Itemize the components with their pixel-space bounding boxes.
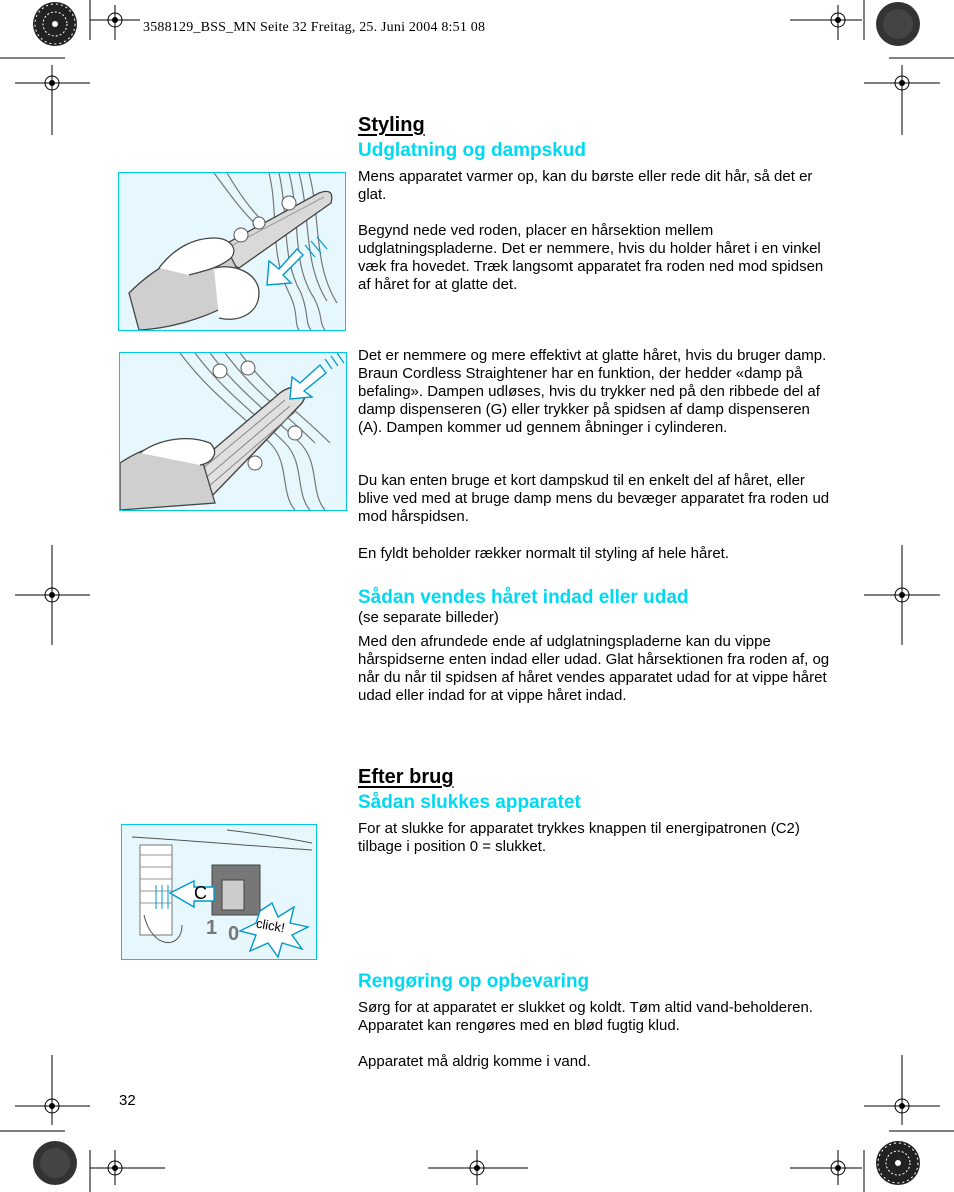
subheading-slukkes: Sådan slukkes apparatet [358,792,581,813]
paragraph: Mens apparatet varmer op, kan du børste eller rede dit hår, så det er glat. [358,168,813,203]
figure-switch [121,824,317,960]
figure-straightening [118,172,346,331]
paragraph: Apparatet må aldrig komme i vand. [358,1053,591,1070]
subheading-udglatning: Udglatning og dampskud [358,140,586,161]
switch-label-c: C [194,883,207,903]
switch-label-click: click! [254,915,286,936]
switch-label-0: 0 [228,923,240,945]
paragraph: For at slukke for apparatet trykkes knappen til energipatronen (C2) tilbage i position 0 = slukket. [358,820,800,855]
paragraph: Sørg for at apparatet er slukket og koldt. Tøm altid vand-beholderen. Apparatet kan rengøres med en blød fugtig klud. [358,999,813,1034]
paragraph-note: (se separate billeder) [358,609,499,626]
subheading-rengoring: Rengøring op opbevaring [358,971,590,992]
paragraph: Med den afrundede ende af udglatningspladerne kan du vippe hårspidserne enten indad eller udad. Glat hårsektionen fra roden af, og når du når til spidsen af håret vendes apparatet udad for at vippe håret udad eller indad for at vippe håret indad. [358,633,830,704]
paragraph: Du kan enten bruge et kort dampskud til en enkelt del af håret, eller blive ved med at bruge damp mens du bevæger apparatet fra roden ud mod hårspidsen. [358,472,830,525]
page-number: 32 [119,1092,136,1109]
section-heading-styling: Styling [358,114,425,136]
subheading-vendes: Sådan vendes håret indad eller udad [358,587,689,608]
paragraph: En fyldt beholder rækker normalt til styling af hele håret. [358,545,730,562]
figure-steam [119,352,347,511]
straightener-steam-illustration [120,353,346,510]
straightener-hand-illustration [119,173,345,330]
switch-illustration [122,825,316,959]
paragraph: Begynd nede ved roden, placer en hårsektion mellem udglatningspladerne. Det er nemmere, hvis du holder håret i en vinkel væk fra hovedet. Træk langsomt apparatet fra roden ned mod spidsen af håret for at glatte det. [358,222,824,293]
print-header: 3588129_BSS_MN Seite 32 Freitag, 25. Juni 2004 8:51 08 [143,20,486,35]
switch-label-1: 1 [206,917,218,939]
section-heading-efter-brug: Efter brug [358,766,454,788]
paragraph: Det er nemmere og mere effektivt at glatte håret, hvis du bruger damp. Braun Cordless Straightener har en funktion, der hedder «damp på befaling». Dampen udløses, hvis du trykker ned på den ribbede del af damp dispenseren (G) eller trykker på spidsen af damp dispenseren (A). Dampen kommer ud gennem åbninger i cylinderen. [358,347,827,436]
